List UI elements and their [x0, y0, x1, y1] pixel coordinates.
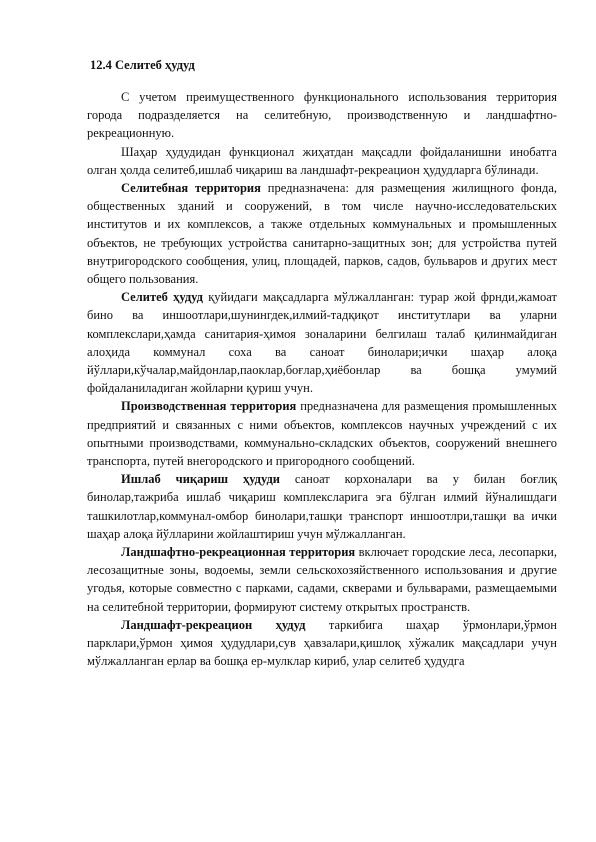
paragraph-text: предназначена для размещения промышленных предприятий и связанных с ними объектов, комплексов научных учреждений с их опытными производствами, коммунально-складских объектов, сооружений внешнего транспорта, путей внегородского и пригородного сообщений.	[87, 399, 557, 469]
paragraph-intro-uz	[87, 143, 557, 179]
paragraph-landscape-ru	[87, 543, 557, 616]
paragraph-text: қуйидаги мақсадларга мўлжалланган: турар жой фрнди,жамоат бино ва иншоотлари,шунингдек,илмий-тадқиқот институтлари ва уларни комплекслари,ҳамда санитария-ҳимоя зоналарини белгилаш талаб қилинмайдиган алоҳида коммунал соха ва саноат бинолари;ички шаҳар алоқа йўллари,кўчалар,майдонлар,паоклар,боғлар,ҳиёбонлар ва бошқа умумий фойдаланиладиган жойларни қуриш учун.	[87, 290, 557, 396]
paragraph-term: Производственная территория	[121, 399, 297, 414]
paragraph-text: саноат корхоналари ва у билан боғлиқ бинолар,тажриба ишлаб чиқариш комплексларига эга бўлган илмий йўналишдаги ташкилотлар,коммунал-омбор бинолари,ташқи транспорт иншоотлри,ташқи ва ички шаҳар алоқа йўлларини жойлаштириш учун мўлжалланган.	[87, 472, 557, 541]
paragraph-residential-ru	[87, 179, 557, 288]
paragraph-landscape-uz	[87, 616, 557, 671]
paragraph-text: С учетом преимущественного функционального использования территория города подразделяется на селитебную, производственную и ландшафтно-рекреационную.	[87, 90, 557, 141]
paragraph-industrial-ru	[87, 397, 557, 470]
paragraph-text: Шаҳар ҳудудидан функционал жиҳатдан мақсадли фойдаланишни инобатга олган ҳолда селитеб,ишлаб чиқариш ва ландшафт-рекреацион ҳудудларга бўлинади.	[87, 144, 557, 177]
paragraph-text: предназначена: для размещения жилищного фонда, общественных зданий и сооружений, в том числе научно-исследовательских институтов и их комплексов, а также отдельных коммунальных и промышленных объектов, не требующих устройства санитарно-защитных зон; для устройства путей внутригородского сообщения, улиц, площадей, парков, садов, бульваров и других мест общего пользования.	[87, 181, 557, 287]
paragraph-residential-uz	[87, 288, 557, 397]
section-heading: 12.4 Селитеб ҳудуд	[90, 58, 195, 72]
paragraph-industrial-uz	[87, 470, 557, 543]
section-body	[87, 88, 557, 671]
paragraph-intro-ru	[87, 88, 557, 143]
paragraph-term: Ландшафт-рекреацион ҳудуд	[121, 617, 306, 632]
paragraph-term: Селитеб ҳудуд	[121, 290, 203, 305]
paragraph-term: Ландшафтно-рекреационная территория	[121, 545, 356, 560]
paragraph-term: Ишлаб чиқариш ҳудуди	[121, 472, 280, 487]
paragraph-text: таркибига шаҳар ўрмонлари,ўрмон парклари,ўрмон ҳимоя ҳудудлари,сув ҳавзалари,қишлоқ хўжалик мақсадлари учун мўлжалланган ерлар ва бошқа ер-мулклар кириб, улар селитеб ҳудудга	[87, 617, 557, 669]
paragraph-term: Селитебная территория	[121, 181, 261, 196]
paragraph-text: включает городские леса, лесопарки, лесозащитные зоны, водоемы, земли сельскохозяйственного использования и другие угодья, которые совместно с парками, садами, скверами и бульварами, размещаемыми на селитебной территории, формируют систему открытых пространств.	[87, 545, 557, 614]
